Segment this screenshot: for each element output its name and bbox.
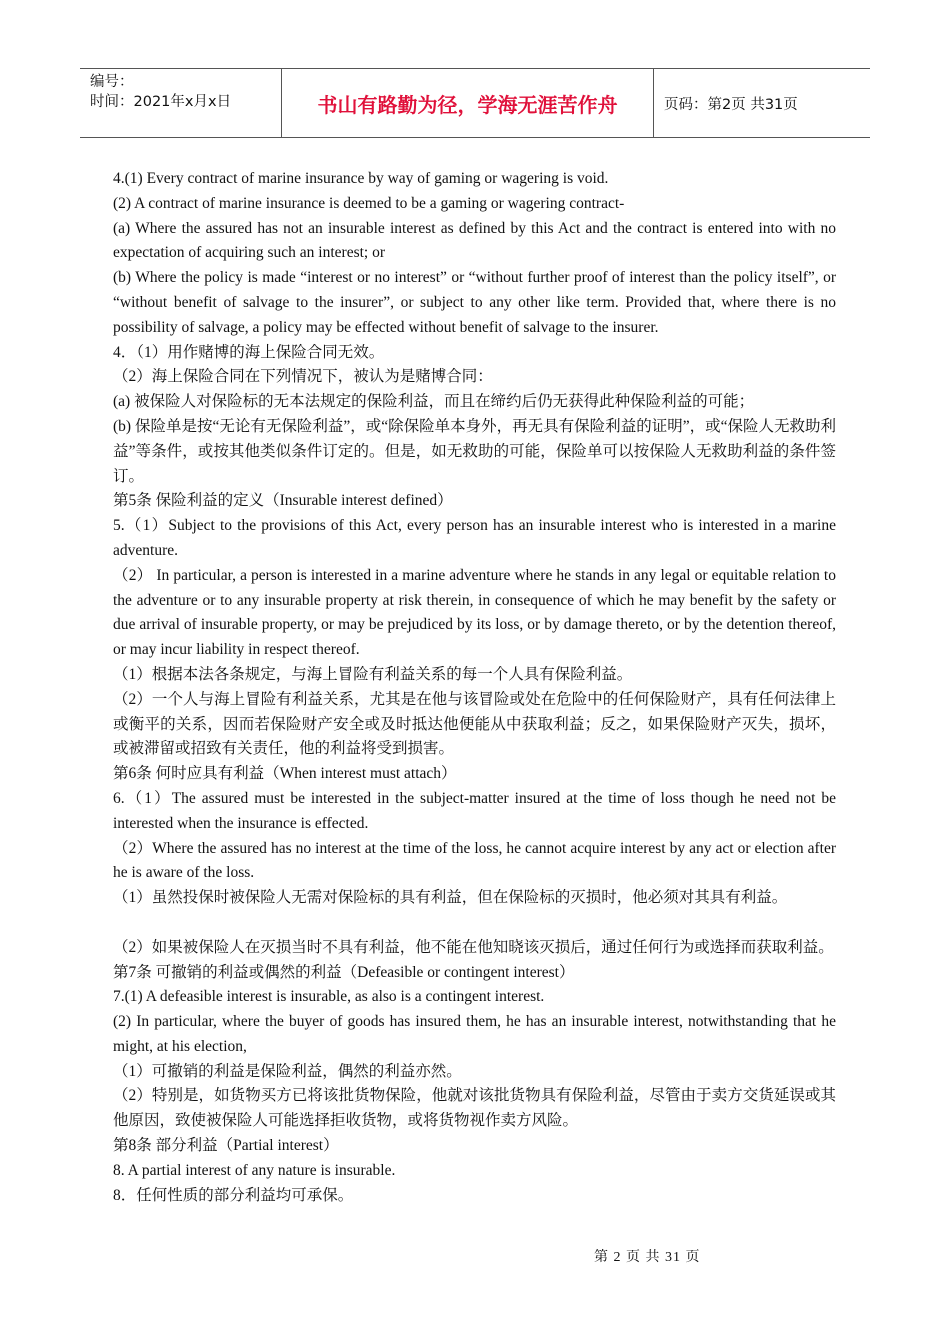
document-body — [113, 167, 836, 1208]
page-header — [80, 68, 870, 138]
paragraph: （2）Where the assured has no interest at the time of the loss, he cannot acquire interest by any act or election after he is aware of the loss. — [113, 839, 836, 882]
paragraph: 6.（1）The assured must be interested in the subject-matter insured at the time of loss though he need not be interested when the insurance is effected. — [113, 789, 836, 832]
paragraph: （2）如果被保险人在灭损当时不具有利益，他不能在他知晓该灭损后，通过任何行为或选择而获取利益。 — [113, 938, 834, 956]
paragraph: 5.（1）Subject to the provisions of this Act, every person has an insurable interest who is interested in a marine adventure. — [113, 517, 836, 559]
header-meta — [80, 69, 282, 137]
paragraph: (2) In particular, where the buyer of goods has insured them, he has an insurable interest, notwithstanding that he might, at his election, — [113, 1013, 836, 1055]
document-date: 时间：2021年x月x日 — [90, 94, 232, 110]
paragraph: 8．任何性质的部分利益均可承保。 — [113, 1186, 354, 1204]
paragraph: （1）可撤销的利益是保险利益，偶然的利益亦然。 — [113, 1062, 462, 1080]
paragraph: 第6条 何时应具有利益（When interest must attach） — [113, 765, 457, 783]
paragraph: 第5条 保险利益的定义（Insurable interest defined） — [113, 492, 453, 510]
paragraph: （2）一个人与海上冒险有利益关系，尤其是在他与该冒险或处在危险中的任何保险财产，具有任何法律上或衡平的关系，因而若保险财产安全或及时抵达他便能从中获取利益；反之，如果保险财产灭失，损坏，或被滞留或招致有关责任，他的利益将受到损害。 — [113, 690, 836, 758]
paragraph: （2） In particular, a person is interested in a marine adventure where he stands in any legal or equitable relation to the adventure or to any insurable property at risk therein, in consequence of which he may benefit by the safety or due arrival of insurable property, or may be prejudiced by its loss, or by damage thereto, or by the detention thereof, or may incur liability in respect thereof. — [113, 566, 836, 659]
paragraph: 8. A partial interest of any nature is insurable. — [113, 1161, 396, 1179]
paragraph: (a) Where the assured has not an insurable interest as defined by this Act and the contract is entered into with no expectation of acquiring such an interest; or — [113, 219, 836, 262]
paragraph: (b) Where the policy is made “interest or no interest” or “without further proof of interest than the policy itself”, or “without benefit of salvage to the insurer”, or subject to any other like term. Provided that, where there is no possibility of salvage, a policy may be effected without benefit of salvage to the insurer. — [113, 269, 836, 336]
paragraph: (2) A contract of marine insurance is deemed to be a gaming or wagering contract- — [113, 194, 625, 212]
paragraph: （1）根据本法各条规定，与海上冒险有利益关系的每一个人具有保险利益。 — [113, 665, 633, 683]
paragraph: 4．（1）用作赌博的海上保险合同无效。 — [113, 343, 385, 361]
paragraph: (b) 保险单是按“无论有无保险利益”，或“除保险单本身外，再无具有保险利益的证明”，或“保险人无救助利益”等条件，或按其他类似条件订定的。但是，如无救助的可能，保险单可以按保险人无救助利益的条件签订。 — [113, 417, 836, 485]
paragraph: 第7条 可撤销的利益或偶然的利益（Defeasible or contingent interest） — [113, 963, 575, 981]
paragraph: 7.(1) A defeasible interest is insurable, as also is a contingent interest. — [113, 988, 545, 1006]
paragraph: （1）虽然投保时被保险人无需对保险标的具有利益，但在保险标的灭损时，他必须对其具有利益。 — [113, 889, 788, 907]
header-page-info: 页码：第2页 共31页 — [664, 96, 798, 113]
page-footer: 第 2 页 共 31 页 — [594, 1250, 701, 1265]
paragraph — [113, 911, 836, 936]
paragraph: （2）海上保险合同在下列情况下，被认为是赌博合同： — [113, 368, 493, 386]
header-motto: 书山有路勤为径，学海无涯苦作舟 — [282, 69, 654, 137]
paragraph: （2）特别是，如货物买方已将该批货物保险，他就对该批货物具有保险利益，尽管由于卖方交货延误或其他原因，致使被保险人可能选择拒收货物，或将货物视作卖方风险。 — [113, 1087, 836, 1130]
document-number-label: 编号： — [90, 74, 134, 90]
paragraph: (a) 被保险人对保险标的无本法规定的保险利益，而且在缔约后仍无获得此种保险利益的可能； — [113, 393, 755, 411]
paragraph: 第8条 部分利益（Partial interest） — [113, 1137, 339, 1155]
paragraph: 4.(1) Every contract of marine insurance by way of gaming or wagering is void. — [113, 170, 609, 187]
